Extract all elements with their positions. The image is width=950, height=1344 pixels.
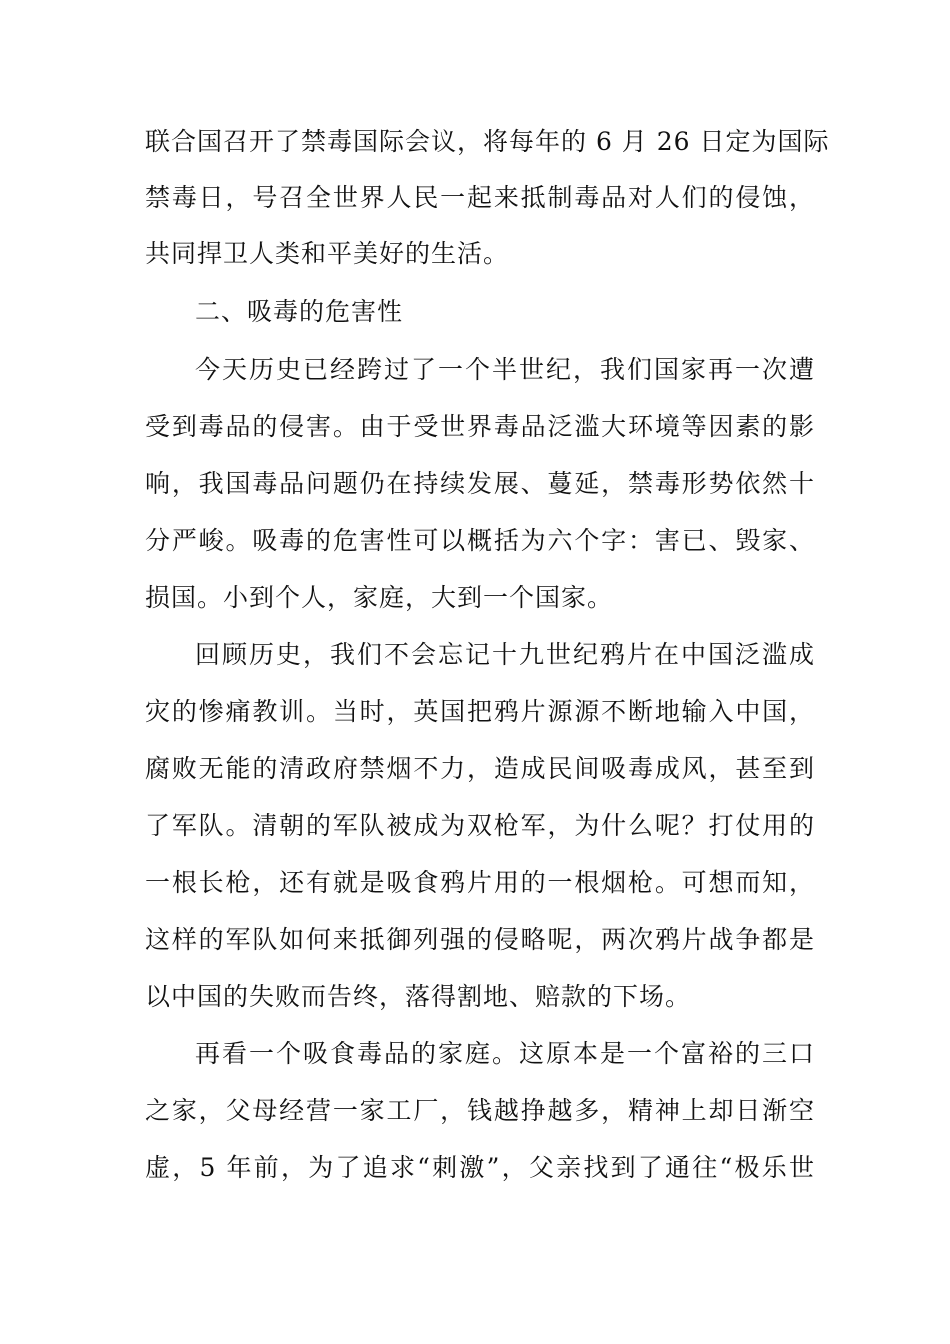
text-line: 今天历史已经跨过了一个半世纪，我们国家再一次遭 xyxy=(195,355,815,384)
text-line: 这样的军队如何来抵御列强的侵略呢，两次鸦片战争都是 xyxy=(145,925,815,954)
text-line: 回顾历史，我们不会忘记十九世纪鸦片在中国泛滥成 xyxy=(195,640,815,669)
text-line: 灾的惨痛教训。当时，英国把鸦片源源不断地输入中国， xyxy=(145,697,815,726)
section-heading: 二、吸毒的危害性 xyxy=(195,297,404,326)
text-line: 虚，5 年前，为了追求“刺激”，父亲找到了通往“极乐世 xyxy=(145,1153,815,1182)
text-line: 响，我国毒品问题仍在持续发展、蔓延，禁毒形势依然十 xyxy=(145,469,815,498)
text-line: 之家，父母经营一家工厂，钱越挣越多，精神上却日渐空 xyxy=(145,1096,815,1125)
text-line: 分严峻。吸毒的危害性可以概括为六个字：害已、毁家、 xyxy=(145,526,815,555)
text-line: 受到毒品的侵害。由于受世界毒品泛滥大环境等因素的影 xyxy=(145,412,815,441)
text-line: 一根长枪，还有就是吸食鸦片用的一根烟枪。可想而知， xyxy=(145,868,815,897)
text-line: 了军队。清朝的军队被成为双枪军，为什么呢？打仗用的 xyxy=(145,811,815,840)
text-line: 再看一个吸食毒品的家庭。这原本是一个富裕的三口 xyxy=(195,1039,815,1068)
text-line: 共同捍卫人类和平美好的生活。 xyxy=(145,239,510,268)
text-line: 以中国的失败而告终，落得割地、赔款的下场。 xyxy=(145,982,692,1011)
text-line: 腐败无能的清政府禁烟不力，造成民间吸毒成风，甚至到 xyxy=(145,754,815,783)
text-line: 损国。小到个人，家庭，大到一个国家。 xyxy=(145,583,614,612)
text-line: 联合国召开了禁毒国际会议，将每年的 6 月 26 日定为国际 xyxy=(145,127,830,156)
text-line: 禁毒日，号召全世界人民一起来抵制毒品对人们的侵蚀， xyxy=(145,183,815,212)
